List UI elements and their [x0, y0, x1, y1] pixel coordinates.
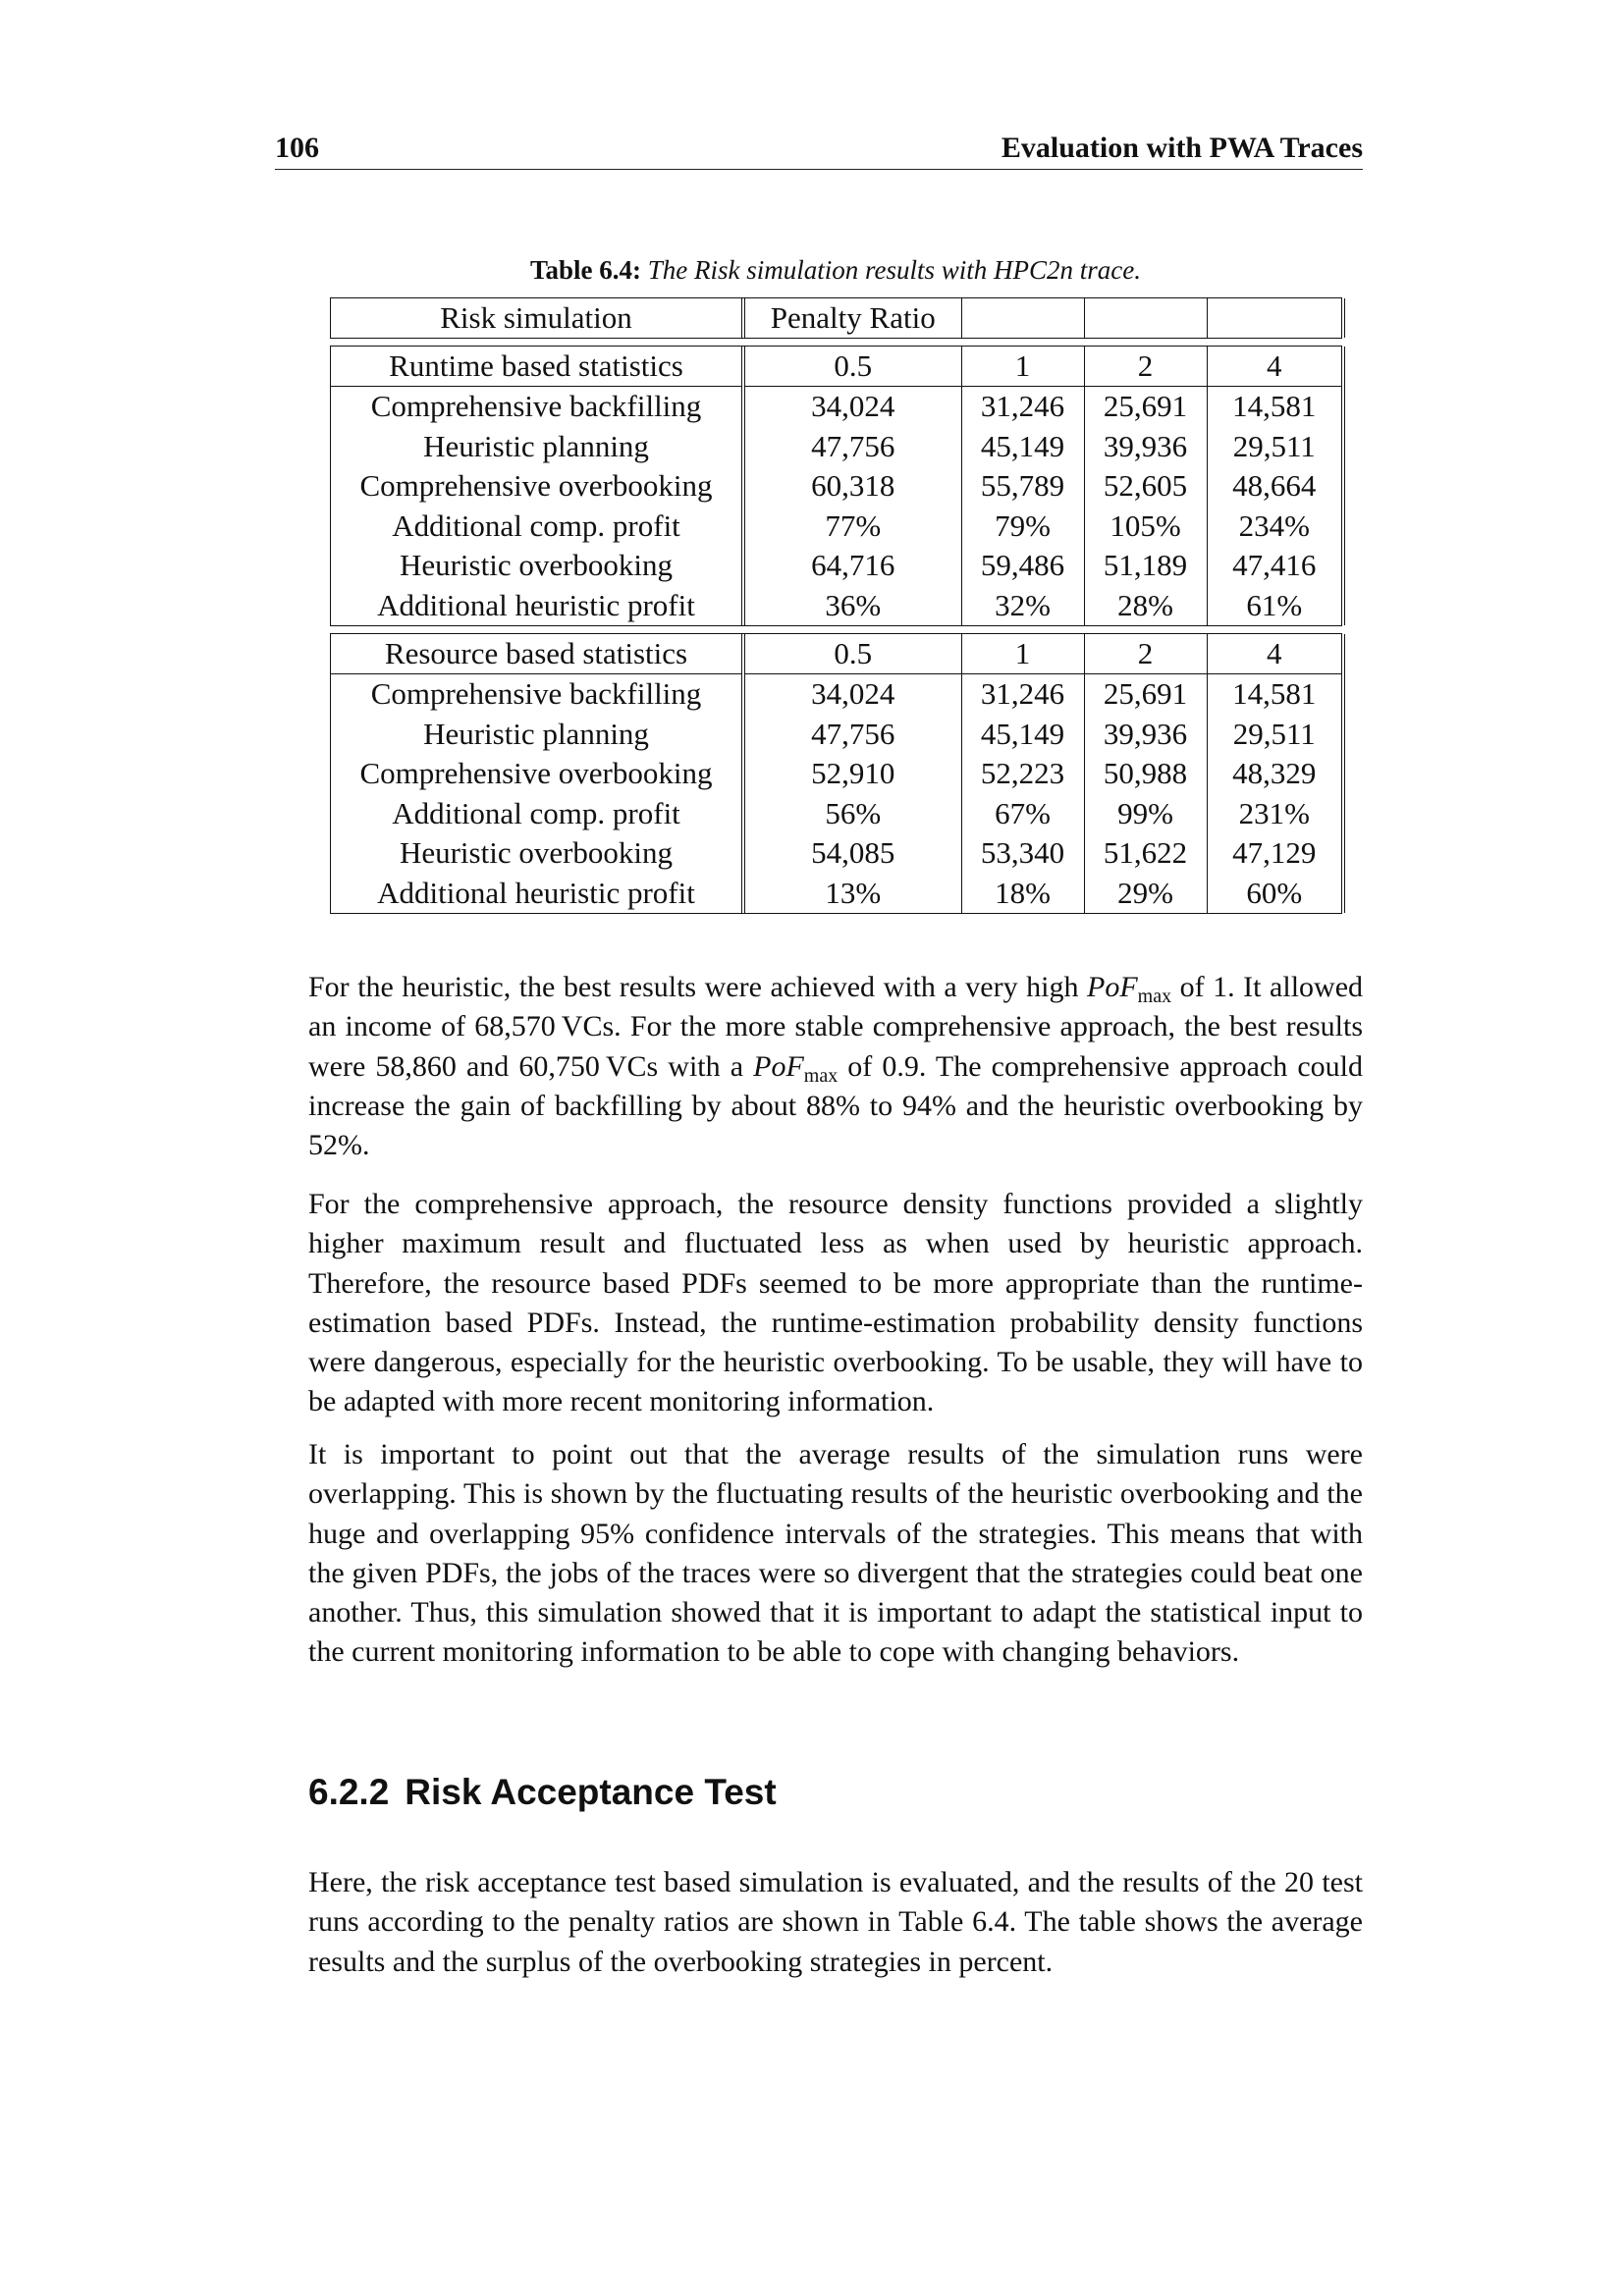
- text-run: of 0.9. The comprehensive approach could increase the gain of backfilling by about 88% to 94% and the heuristic overbooking by 52%.: [308, 1049, 1363, 1162]
- table-row: [331, 715, 1343, 755]
- header-cell: Penalty Ratio: [770, 300, 936, 335]
- value-cell: 28%: [1084, 586, 1207, 626]
- row-label-cell: Comprehensive overbooking: [331, 754, 743, 794]
- row-label-cell: Heuristic overbooking: [331, 546, 743, 586]
- value-cell: 231%: [1207, 794, 1343, 834]
- section-title-cell: Runtime based statistics: [331, 347, 743, 387]
- value-cell: 56%: [825, 795, 882, 830]
- value-cell: 64,716: [811, 548, 895, 582]
- value-cell: 18%: [961, 874, 1084, 914]
- value-cell: 60%: [1207, 874, 1343, 914]
- table-row: [331, 507, 1343, 547]
- header-cell: Risk simulation: [331, 298, 743, 338]
- table-caption-text: The Risk simulation results with HPC2n trace.: [647, 255, 1142, 285]
- section-number: 6.2.2: [308, 1772, 390, 1812]
- value-cell: 67%: [961, 794, 1084, 834]
- row-label-cell: Heuristic planning: [331, 715, 743, 755]
- value-cell: 25,691: [1084, 387, 1207, 427]
- math-subscript: max: [803, 1064, 839, 1087]
- section-heading: [308, 1772, 777, 1813]
- value-cell: 99%: [1084, 794, 1207, 834]
- value-cell: 31,246: [961, 387, 1084, 427]
- chapter-title: Evaluation with PWA Traces: [1001, 132, 1363, 164]
- page-number: 106: [275, 132, 319, 164]
- table-row: [331, 794, 1343, 834]
- paragraph-overlapping-results: It is important to point out that the average results of the simulation runs were overlapping. This is shown by the fluctuating results of the heuristic overbooking and the huge and overlapping 95% confidence intervals of the strategies. This means that with the given PDFs, the jobs of the traces were so divergent that the strategies could beat one another. Thus, this simulation showed that it is important to adapt the statistical input to the current monitoring information to be able to cope with changing behaviors.: [308, 1438, 1363, 1669]
- value-cell: 47,756: [811, 716, 895, 751]
- penalty-ratio-cell: 4: [1207, 634, 1343, 674]
- value-cell: 29%: [1084, 874, 1207, 914]
- value-cell: 14,581: [1207, 387, 1343, 427]
- row-label-cell: Additional comp. profit: [331, 507, 743, 547]
- header-cell: [961, 298, 1084, 338]
- value-cell: 45,149: [961, 427, 1084, 467]
- value-cell: 29,511: [1207, 715, 1343, 755]
- value-cell: 105%: [1084, 507, 1207, 547]
- penalty-ratio-cell: 0.5: [743, 634, 961, 674]
- value-cell: 59,486: [961, 546, 1084, 586]
- table-row: [331, 427, 1343, 467]
- paragraph-resource-pdfs: For the comprehensive approach, the resource density functions provided a slightly higher maximum result and fluctuated less as when used by heuristic approach. Therefore, the resource based PDFs seemed to be more appropriate than the runtime-estimation based PDFs. Instead, the runtime-estimation probability density functions were dangerous, especially for the heuristic overbooking. To be usable, they will have to be adapted with more recent monitoring information.: [308, 1188, 1363, 1418]
- row-label-cell: Additional comp. profit: [331, 794, 743, 834]
- row-label-cell: Heuristic overbooking: [331, 833, 743, 874]
- table-caption-label: Table 6.4:: [529, 255, 642, 285]
- row-label-cell: Additional heuristic profit: [331, 586, 743, 626]
- value-cell: 48,664: [1207, 466, 1343, 507]
- header-cell: [1084, 298, 1207, 338]
- section-title: Risk Acceptance Test: [405, 1772, 777, 1812]
- value-cell: 39,936: [1084, 715, 1207, 755]
- table-row: [331, 833, 1343, 874]
- value-cell: 36%: [825, 587, 882, 622]
- table-sections: [330, 346, 1342, 914]
- value-cell: 234%: [1207, 507, 1343, 547]
- value-cell: 32%: [961, 586, 1084, 626]
- table-row: [331, 546, 1343, 586]
- value-cell: 29,511: [1207, 427, 1343, 467]
- table-row: [331, 466, 1343, 507]
- table-top-header: [330, 297, 1342, 339]
- value-cell: 53,340: [961, 833, 1084, 874]
- math-pof: PoF: [1087, 971, 1138, 1003]
- row-label-cell: Comprehensive backfilling: [331, 674, 743, 715]
- value-cell: 47,756: [811, 428, 895, 463]
- value-cell: 55,789: [961, 466, 1084, 507]
- paragraph-risk-acceptance-intro: Here, the risk acceptance test based simulation is evaluated, and the results of the 20 test runs according to the penalty ratios are shown in Table 6.4. The table shows the average results and the surplus of the overbooking strategies in percent.: [308, 1866, 1363, 1978]
- row-label-cell: Comprehensive overbooking: [331, 466, 743, 507]
- penalty-ratio-cell: 2: [1084, 347, 1207, 387]
- table-row: [331, 586, 1343, 626]
- value-cell: 51,189: [1084, 546, 1207, 586]
- section-header-row: [331, 634, 1343, 674]
- value-cell: 47,416: [1207, 546, 1343, 586]
- value-cell: 14,581: [1207, 674, 1343, 715]
- paragraph-heuristic-results: [308, 968, 1363, 1165]
- value-cell: 39,936: [1084, 427, 1207, 467]
- table-row: [331, 874, 1343, 914]
- value-cell: 47,129: [1207, 833, 1343, 874]
- value-cell: 54,085: [811, 835, 895, 870]
- text-run: For the heuristic, the best results were achieved with a very high: [308, 971, 1087, 1003]
- row-label-cell: Heuristic planning: [331, 427, 743, 467]
- penalty-ratio-cell: 0.5: [743, 347, 961, 387]
- section-header-row: [331, 347, 1343, 387]
- penalty-ratio-cell: 1: [961, 634, 1084, 674]
- header-cell: [1207, 298, 1343, 338]
- value-cell: 50,988: [1084, 754, 1207, 794]
- text-run: of 1. It allowed an income of 68,570 VCs. For the more stable comprehensive approach, the best results were 58,860 and 60,750 VCs with a: [308, 971, 1364, 1083]
- value-cell: 51,622: [1084, 833, 1207, 874]
- row-label-cell: Additional heuristic profit: [331, 874, 743, 914]
- value-cell: 52,910: [811, 756, 895, 790]
- table-row: [331, 754, 1343, 794]
- math-pof: PoF: [753, 1049, 804, 1083]
- value-cell: 77%: [825, 507, 882, 543]
- section-title-cell: Resource based statistics: [331, 634, 743, 674]
- table-row: [331, 674, 1343, 715]
- penalty-ratio-cell: 4: [1207, 347, 1343, 387]
- value-cell: 31,246: [961, 674, 1084, 715]
- value-cell: 79%: [961, 507, 1084, 547]
- table-row: [331, 387, 1343, 427]
- value-cell: 45,149: [961, 715, 1084, 755]
- running-header: [275, 130, 1363, 170]
- value-cell: 52,605: [1084, 466, 1207, 507]
- value-cell: 34,024: [811, 389, 895, 423]
- value-cell: 60,318: [811, 468, 895, 503]
- value-cell: 13%: [825, 875, 882, 910]
- results-table: [330, 297, 1342, 921]
- value-cell: 25,691: [1084, 674, 1207, 715]
- value-cell: 34,024: [811, 676, 895, 711]
- table-section: [330, 633, 1342, 914]
- math-subscript: max: [1137, 986, 1172, 1007]
- value-cell: 48,329: [1207, 754, 1343, 794]
- table-section: [330, 346, 1342, 626]
- table-caption: [330, 255, 1341, 286]
- penalty-ratio-cell: 2: [1084, 634, 1207, 674]
- row-label-cell: Comprehensive backfilling: [331, 387, 743, 427]
- table-header-row: [331, 298, 1343, 338]
- value-cell: 52,223: [961, 754, 1084, 794]
- penalty-ratio-cell: 1: [961, 347, 1084, 387]
- value-cell: 61%: [1207, 586, 1343, 626]
